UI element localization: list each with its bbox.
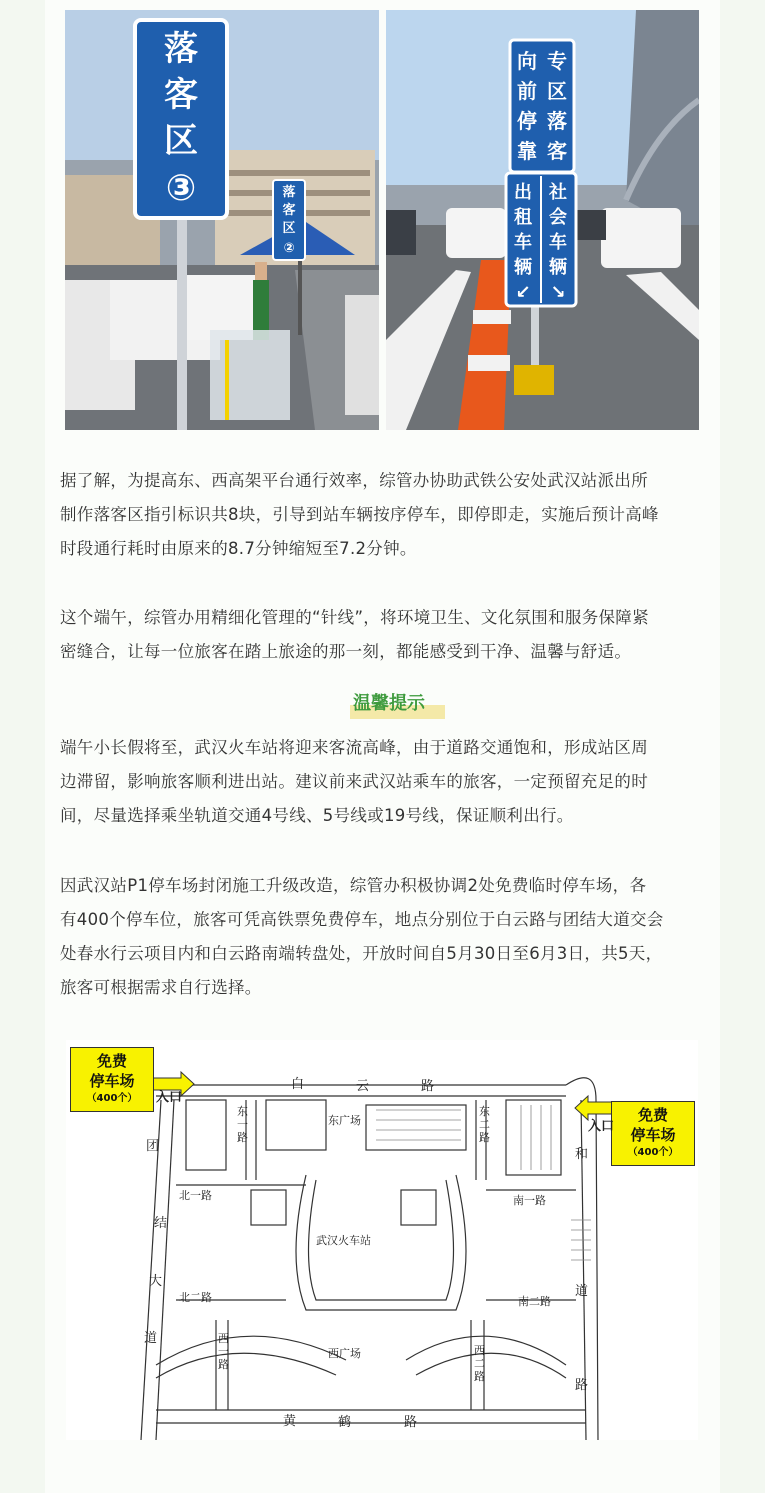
west2-road-char-3: 路 [474, 1370, 485, 1383]
text-line: 密缝合，让每一位旅客在踏上旅途的那一刻，都能感受到干净、温馨与舒适。 [60, 642, 632, 661]
text-line: 这个端午，综管办用精细化管理的“针线”，将环境卫生、文化氛围和服务保障紧 [60, 608, 649, 627]
south1-road-label: 南一路 [513, 1194, 546, 1207]
east2-road-char-2: 二 [479, 1118, 490, 1131]
paragraph-parking [60, 869, 705, 1005]
lane-sign-top-char-1: 向 [517, 49, 537, 73]
text-line: 旅客可根据需求自行选择。 [60, 978, 262, 997]
lane-sign-top-char-5: 停 [517, 109, 537, 133]
road-baiyun-1: 白 [291, 1077, 305, 1092]
road-huanghe-1: 黄 [283, 1414, 297, 1429]
road-tuanjie-4: 道 [144, 1331, 158, 1346]
badge-line: 停车场 [89, 1072, 135, 1090]
sign-main-char-4: ③ [165, 168, 197, 209]
lane-sign-top-char-3: 前 [517, 79, 537, 103]
lane-sign-top-char-4: 区 [547, 79, 567, 103]
sign-small-char-1: 落 [282, 185, 296, 200]
text-line: 时段通行耗时由原来的8.7分钟缩短至7.2分钟。 [60, 539, 417, 558]
public-car-char-2: 会 [549, 207, 567, 228]
badge-line: 停车场 [630, 1126, 676, 1144]
free-parking-badge-left [70, 1047, 154, 1112]
road-right-2: 道 [575, 1284, 589, 1299]
badge-line: （400个） [627, 1147, 679, 1158]
sign-main-char-2: 客 [164, 75, 198, 115]
east2-road-char-1: 东 [479, 1105, 490, 1118]
road-tuanjie-3: 大 [149, 1274, 163, 1289]
taxi-char-3: 车 [514, 232, 532, 253]
public-car-char-1: 社 [549, 182, 567, 203]
photo-dropoff-zone-sign [65, 10, 379, 430]
road-tuanjie-2: 结 [154, 1216, 168, 1231]
east1-road-char-3: 路 [237, 1131, 248, 1144]
lane-sign-top-char-2: 专 [547, 49, 567, 73]
road-baiyun-3: 路 [421, 1079, 435, 1094]
east1-road-char-1: 东 [237, 1105, 248, 1118]
east2-road-char-3: 路 [479, 1131, 490, 1144]
arrow-down-left-icon: ↙ [515, 282, 531, 303]
sign-small-char-4: ② [283, 241, 295, 256]
taxi-char-4: 辆 [514, 257, 532, 278]
west-plaza-label: 西广场 [328, 1347, 361, 1360]
badge-line: 免费 [637, 1106, 668, 1124]
sign-main-char-3: 区 [164, 121, 198, 161]
lane-sign-top-char-8: 客 [547, 139, 567, 163]
sign-small-char-2: 客 [282, 203, 296, 218]
south2-road-label: 南二路 [518, 1295, 551, 1308]
text-line: 端午小长假将至，武汉火车站将迎来客流高峰，由于道路交通饱和，形成站区周 [60, 738, 648, 757]
west1-road-char-1: 西 [218, 1332, 229, 1345]
lane-sign-top-char-6: 落 [547, 109, 567, 133]
road-baiyun-2: 云 [356, 1079, 370, 1094]
text-line: 间，尽量选择乘坐轨道交通4号线、5号线或19号线，保证顺利出行。 [60, 806, 574, 825]
badge-line: （400个） [86, 1093, 138, 1104]
entrance-left: 入口 [156, 1090, 183, 1105]
lane-sign-top-char-7: 靠 [517, 139, 537, 163]
east-plaza-label: 东广场 [328, 1114, 361, 1127]
road-right-3: 路 [575, 1378, 589, 1393]
north1-road-label: 北一路 [179, 1189, 212, 1202]
east1-road-char-2: 一 [237, 1118, 248, 1131]
text-line: 据了解，为提高东、西高架平台通行效率，综管办协助武铁公安处武汉站派出所 [60, 471, 648, 490]
paragraph-festival [60, 601, 705, 669]
taxi-char-2: 租 [514, 207, 532, 228]
free-parking-badge-right [611, 1101, 695, 1166]
paragraph-signage [60, 464, 705, 566]
west1-road-char-3: 路 [218, 1358, 229, 1371]
station-label: 武汉火车站 [316, 1234, 371, 1247]
station-area-map [66, 1040, 698, 1440]
public-car-char-4: 辆 [549, 257, 567, 278]
text-line: 边滞留，影响旅客顺利进出站。建议前来武汉站乘车的旅客，一定预留充足的时 [60, 772, 648, 791]
paragraph-travel-advice [60, 731, 705, 833]
road-huanghe-3: 路 [404, 1415, 418, 1430]
tip-heading [340, 688, 440, 720]
road-huanghe-2: 鹤 [338, 1415, 352, 1430]
public-car-char-3: 车 [549, 232, 567, 253]
text-line: 处春水行云项目内和白云路南端转盘处，开放时间自5月30日至6月3日，共5天， [60, 944, 663, 963]
road-right-1: 和 [575, 1147, 589, 1162]
photo-dedicated-lane-sign [386, 10, 699, 430]
badge-line: 免费 [96, 1052, 127, 1070]
north2-road-label: 北二路 [179, 1291, 212, 1304]
west2-road-char-1: 西 [474, 1344, 485, 1357]
arrow-down-right-icon: ↘ [550, 282, 566, 303]
entrance-right: 入口 [588, 1119, 615, 1134]
text-line: 制作落客区指引标识共8块，引导到站车辆按序停车，即停即走，实施后预计高峰 [60, 505, 659, 524]
west1-road-char-2: 一 [218, 1345, 229, 1358]
text-line: 有400个停车位，旅客可凭高铁票免费停车，地点分别位于白云路与团结大道交会 [60, 910, 664, 929]
sign-small-char-3: 区 [282, 221, 296, 236]
taxi-char-1: 出 [514, 182, 532, 203]
sign-main-char-1: 落 [164, 29, 198, 69]
west2-road-char-2: 二 [474, 1357, 485, 1370]
tip-title: 温馨提示 [353, 693, 425, 714]
road-tuanjie-1: 团 [146, 1139, 160, 1154]
text-line: 因武汉站P1停车场封闭施工升级改造，综管办积极协调2处免费临时停车场，各 [60, 876, 647, 895]
